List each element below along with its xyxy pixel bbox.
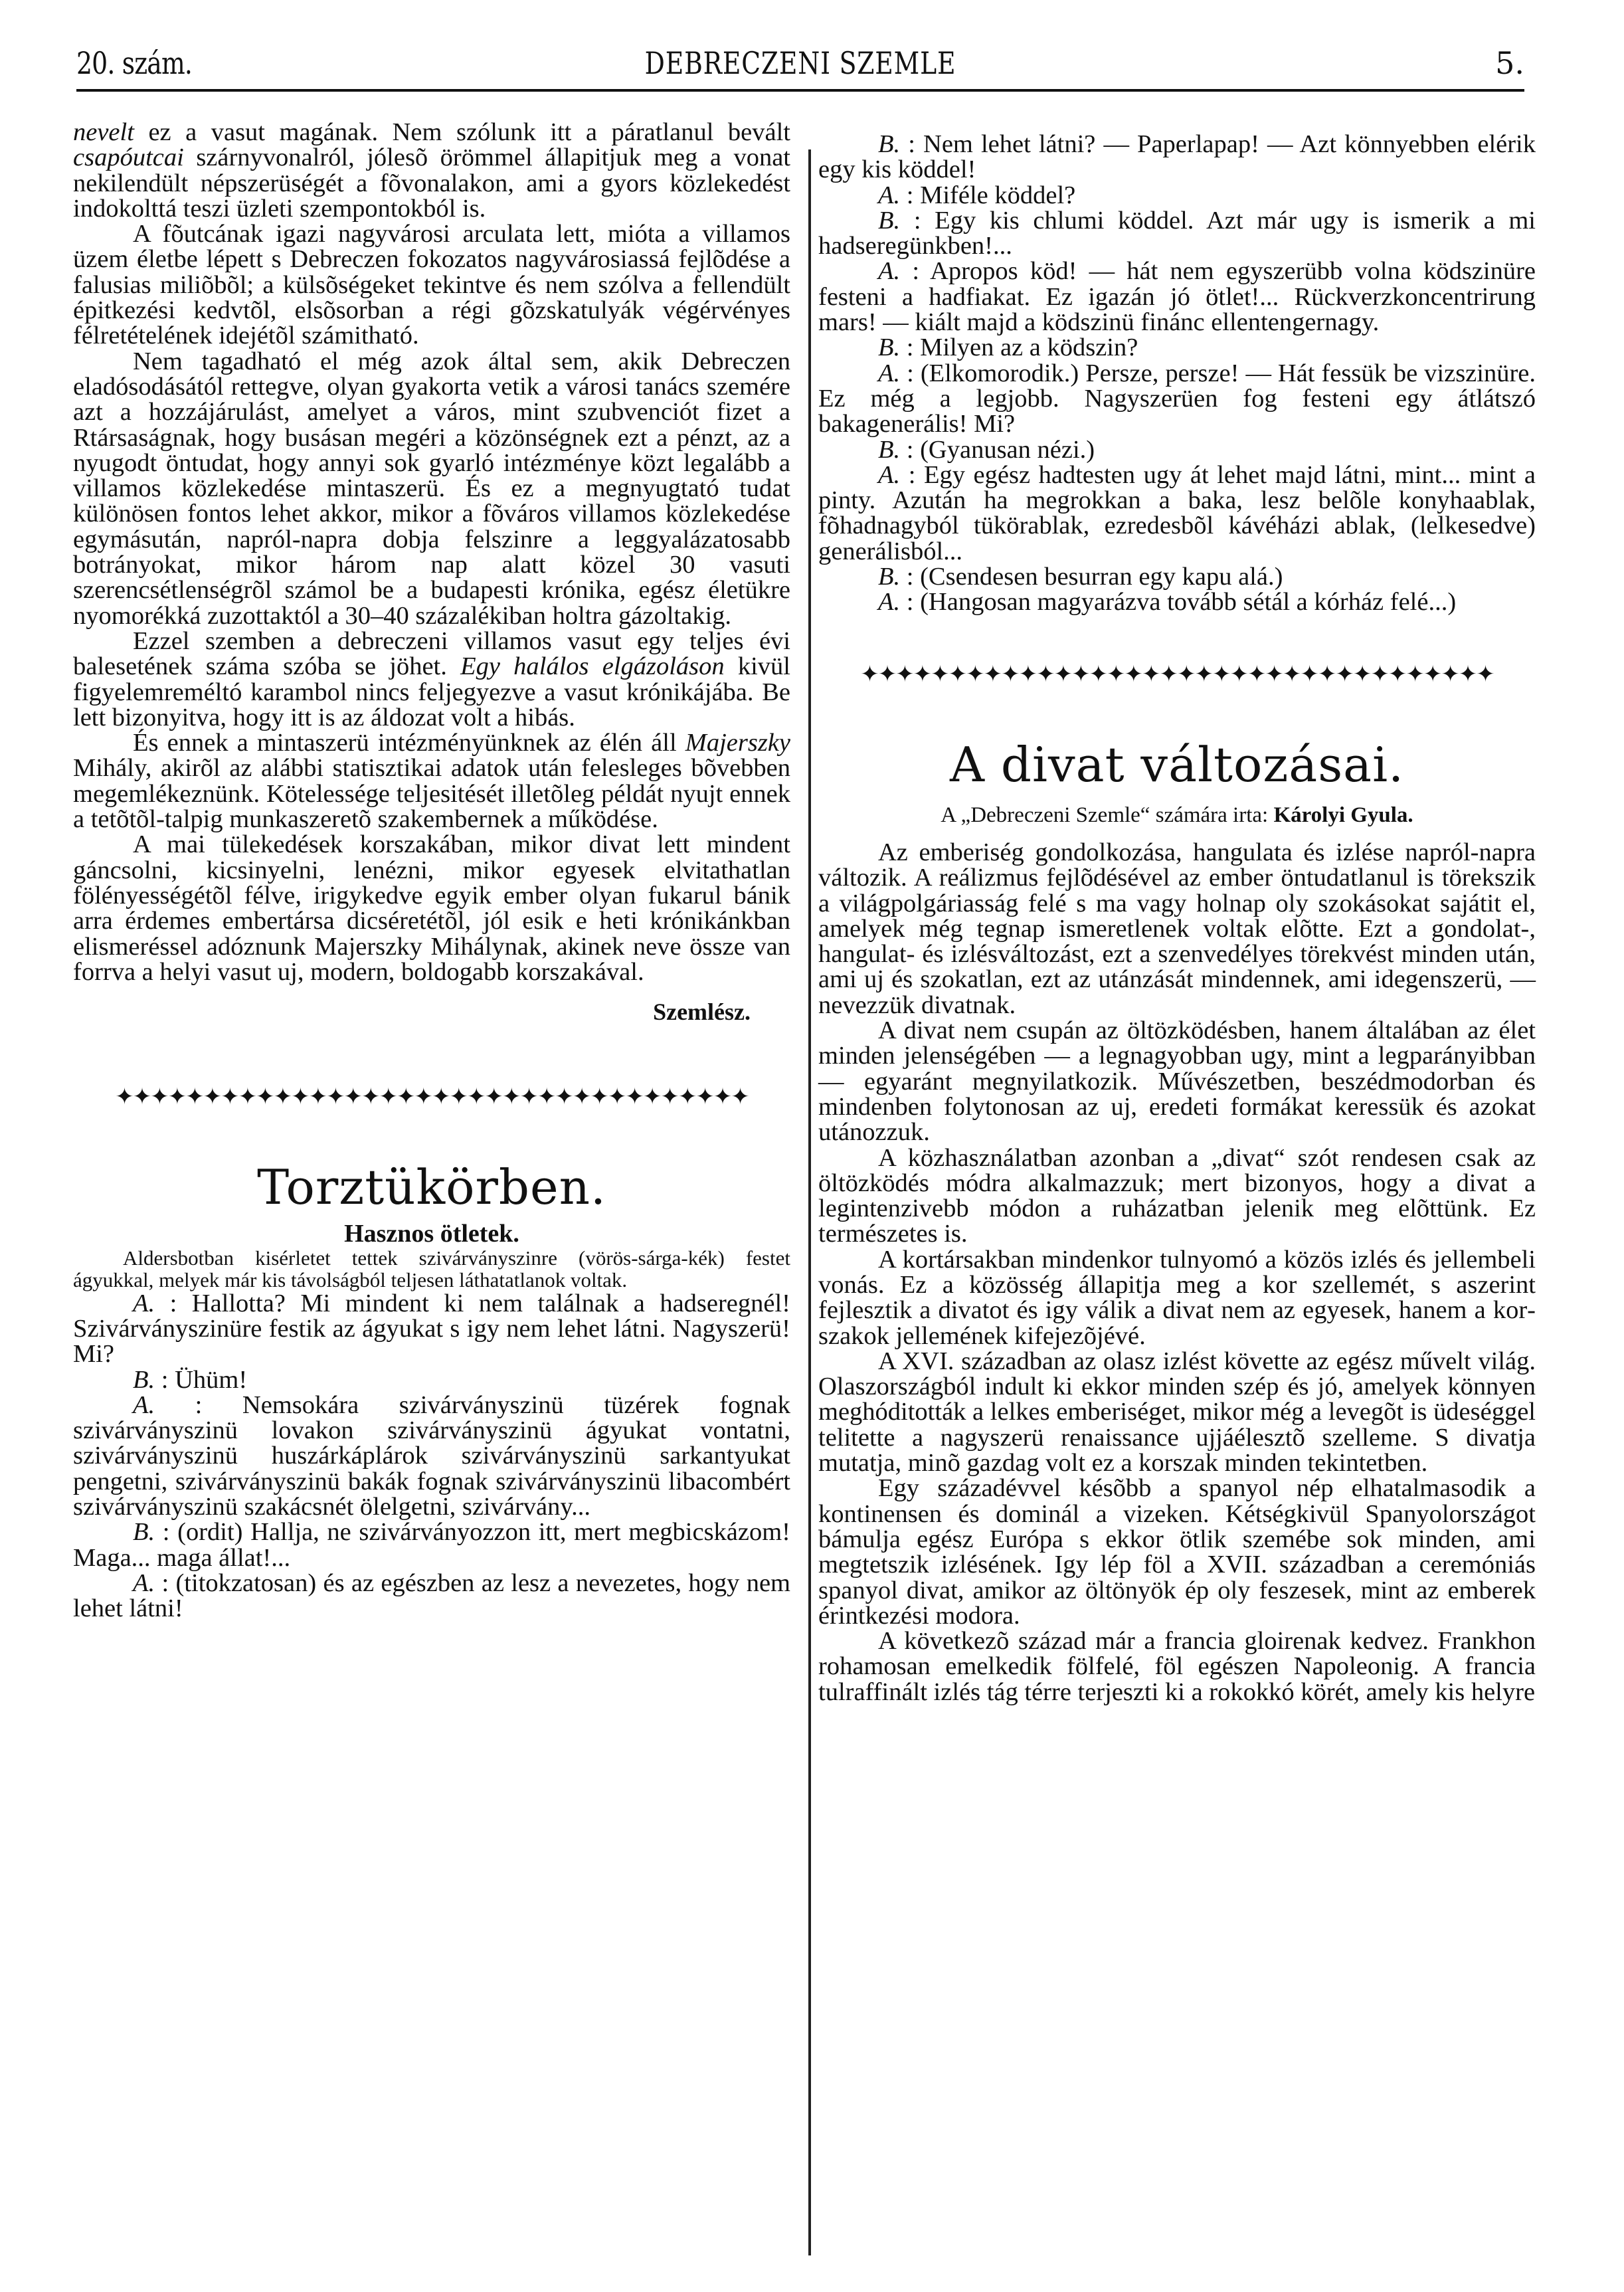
paragraph: A XVI. században az olasz izlést követte az egész művelt világ. Olaszországból indult ki ekkor minden szép és jó, amelyek könnyen meghóditották a lelkes emberiséget, mikor még a levegõt is üdeséggel telitette a nagyszerü renaissance ujjáélesztõ szelleme. S divatja mutatja, minõ gazdag volt ez a korszak minden tekintetben. (818, 1347, 1536, 1478)
dialogue-text: Milyen az a ködszin? (920, 334, 1138, 362)
speaker-label: B. (133, 1518, 155, 1547)
dialogue-text: Egy kis chlumi köddel. Azt már ugy is ismerik a mi hadseregünkben!... (818, 206, 1536, 260)
dialogue (818, 132, 1536, 615)
paragraph: Nem tagadható el még azok által sem, akik Debreczen eladósodásától rettegve, olyan gyakorta vetik a városi tanács szemére azt a hozzájárulást, amelyet a város, mint szubvenciót fizet a Rtársaságnak, hogy busásan megéri a közönségnek ezt a pénzt, az a nyugodt öntudat, hogy annyi sok gyarló intézménye közt legalább a villamos közlekedése mintaszerü. És ez a megnyugtató tudat különösen fontos lehet akkor, mikor a fõváros villamos közlekedése egymásután, napról-napra dobja felszinre a leggyalázatosabb botrányokat, mikor három nap alatt közel 30 vasuti szerencsétlenségrõl számol be a budapesti krónika, egész életükre nyomorékká zuzottaktól a 30–40 százalékiban holtra gázoltakig. (73, 347, 790, 630)
text: kivül figyelemreméltó karambol nincs feljegyezve a vasut krónikájába. Be lett bizonyitva, hogy itt is az áldozat volt a hibás. (73, 652, 790, 731)
speaker-label: B. (878, 563, 901, 591)
author-name: Károlyi Gyula. (1273, 803, 1413, 827)
dialogue-text: (Gyanusan nézi.) (920, 435, 1095, 464)
dialogue-text: Egy egész hadtesten ugy át lehet majd látni, mint... mint a pinty. Azután ha megrokkan a baka, lesz belõle konyhaablak, fõhadnagyból tükörablak, ezredesbõl kávéházi ablak, (lelkesedve) generálisból... (818, 460, 1536, 565)
dialogue-text: (Csendesen besurran egy kapu alá.) (920, 563, 1283, 591)
left-column (73, 120, 790, 1622)
dialogue-text: Nem lehet látni? — Paperlapap! — Azt könnyebben elérik egy kis köddel! (818, 130, 1536, 184)
dialogue-line (73, 1392, 790, 1519)
dialogue-line (818, 183, 1536, 208)
article-body (818, 840, 1536, 1705)
dialogue-line (818, 589, 1536, 615)
dialogue-text: Nemsokára szivárványszinü tüzérek fognak szivárványszinü lovakon szivárványszinü ágyukat vontatni, szivárványszinü huszárkáplárok szivárványszinü sarkantyukat pengetni, szivárványszinü bakák fognak szivárványszinü libacombért szivárványszinü szakácsnét ölelgetni, szivárvány... (73, 1390, 790, 1521)
newspaper-title: DEBRECZENI SZEMLE (644, 45, 956, 81)
dialogue-line (73, 1571, 790, 1622)
page-number: 5. (1495, 45, 1524, 81)
author-signature: Szemlész. (653, 999, 751, 1026)
speaker-separator: : (155, 1518, 178, 1547)
speaker-label: B. (878, 334, 901, 362)
dialogue-text: (Hangosan magyarázva tovább sétál a kórház felé...) (920, 588, 1457, 617)
dialogue-text: (Elkomorodik.) Persze, persze! — Hát fessük be vizszinüre. Ez még a legjobb. Nagyszerüen fog festeni egy átlátszó bakagenerális! Mi? (818, 359, 1536, 438)
dialogue-text: Miféle köddel? (920, 181, 1076, 209)
speaker-separator: : (155, 1390, 242, 1419)
paragraph: A divat nem csupán az öltözködésben, hanem általában az élet minden jelenségében — a legnagyobban ugy, mint a legparányibban — egyaránt megnyilatkozik. Művészetben, beszédmodorban és mindenben folytonosan az uj, eredeti formákat keressük és azokat utánozzuk. (818, 1016, 1536, 1147)
issue-number: 20. szám. (76, 45, 193, 81)
dialogue-line (73, 1519, 790, 1571)
paragraph: A fõutcának igazi nagyvárosi arculata lett, mióta a villamos üzem életbe lépett s Debreczen fokozatos nagyvárosiassá fejlõdése a falusias miliõbõl; a külsõségeket tekintve és nem szólva a fellendült épitkezési kedvtõl, elsõsorban a régi gõzskatulyák végérvényes félretételének idejétõl számitható. (73, 220, 790, 350)
italic-text: nevelt (73, 118, 134, 146)
paragraph (73, 730, 790, 832)
byline-prefix: A „Debreczeni Szemle“ számára irta: (941, 803, 1274, 827)
text: ez a vasut magának. Nem szólunk itt a páratlanul bevált (134, 118, 790, 146)
ornament-divider: ✦✦✦✦✦✦✦✦✦✦✦✦✦✦✦✦✦✦✦✦✦✦✦✦✦✦✦✦✦✦✦✦✦✦✦✦ (115, 1085, 749, 1110)
dialogue-line (73, 1291, 790, 1367)
speaker-separator: : (900, 359, 921, 387)
speaker-label: B. (878, 435, 901, 464)
speaker-separator: : (900, 435, 921, 464)
paragraph (73, 120, 790, 221)
section-title: A divat változásai. (950, 736, 1404, 793)
speaker-separator: : (900, 181, 921, 209)
speaker-label: A. (878, 588, 901, 617)
text: Mihály, akirõl az alábbi statisztikai adatok után felesleges bõvebben megemlékeznünk. Kötelessége teljesitését illetõleg példát nyujt ennek a tetõtõl-talpig munkaszeretõ szakembernek a működése. (73, 754, 790, 834)
dialogue-line (818, 437, 1536, 462)
italic-text: Majerszky (685, 729, 790, 757)
dialogue-line (818, 335, 1536, 360)
speaker-label: A. (878, 460, 901, 489)
paragraph: A következõ század már a francia gloirenak kedvez. Frankhon rohamosan emelkedik fölfelé, föl egészen Napoleonig. A francia tulraffinált izlés tág térre terjeszti ki a rokokkó körét, amely kis helyre (818, 1627, 1536, 1706)
text: Ezzel szemben a debreczeni villamos vasut egy teljes évi balesetének száma szóba se jöhet. (73, 626, 790, 681)
dialogue-text: Hallotta? Mi mindent ki nem találnak a hadseregnél! Szivárványszinüre festik az ágyukat s igy nem lehet látni. Nagyszerü! Mi? (73, 1289, 790, 1369)
paragraph: A közhasználatban azonban a „divat“ szót rendesen csak az öltözködés módra alkalmazzuk; mert bizonyos, hogy a divat a legintenzivebb módon a ruházatban jelenik meg elõttünk. Ez természetes is. (818, 1143, 1536, 1248)
paragraph: Egy századévvel késõbb a spanyol nép elhatalmasodik a kontinensen és dominál a vizeken. Kétségkivül Spanyolországot bámulja egész Európa s ekkor ötlik szemébe sok minden, ami megtetszik izlésének. Igy lép föl a XVII. században a ceremóniás spanyol divat, amikor az öltönyök ép oly feszesek, mint az emberek érintkezési modora. (818, 1474, 1536, 1630)
speaker-separator: : (900, 130, 924, 158)
ornament-divider: ✦✦✦✦✦✦✦✦✦✦✦✦✦✦✦✦✦✦✦✦✦✦✦✦✦✦✦✦✦✦✦✦✦✦✦✦ (860, 662, 1494, 687)
speaker-label: B. (878, 206, 901, 235)
text: És ennek a mintaszerü intézményünknek az élén áll (133, 729, 685, 757)
speaker-separator: : (900, 334, 921, 362)
paragraph: A kortársakban mindenkor tulnyomó a közös izlés és jellembeli vonás. Ez a közösség állapitja meg a kor szellemét, s aszerint fejlesztik a divatot és igy válik a divat nem az egyesek, hanem a korszakok jellemének kifejezõjévé. (818, 1245, 1536, 1350)
dialogue-line (818, 462, 1536, 564)
dialogue-line (818, 564, 1536, 589)
dialogue-line (818, 361, 1536, 437)
italic-text: csapóutcai (73, 143, 184, 172)
italic-text: Egy halálos elgázoláson (460, 652, 725, 681)
text: szárnyvonalról, jólesõ örömmel állapitjuk meg a vonat nekilendült népszerüségét a fõvonalakon, ami a gyors közlekedést indokolttá teszi üzleti szempontokból is. (73, 143, 790, 223)
paragraph (73, 628, 790, 730)
speaker-label: A. (878, 257, 901, 286)
speaker-separator: : (155, 1365, 175, 1394)
speaker-separator: : (900, 563, 921, 591)
dialogue-line (818, 208, 1536, 259)
dialogue-text: (ordit) Hallja, ne szivárványozzon itt, mert megbicskázom! Maga... maga állat!... (73, 1518, 791, 1572)
speaker-label: B. (878, 130, 901, 158)
column-divider (808, 149, 811, 2255)
paragraph: Az emberiség gondolkozása, hangulata és izlése napról-napra változik. A reálizmus fejlõdésével az ember öntudatlanul is törekszik a világpolgáriasság felé s ma vagy holnap oly szokásokat sajátit el, amelyek még tegnap ismeretlenek voltak elõtte. Ezt a gondolat-, hangulat- és izlésváltozást, ezt a szenvedélyes törekvést minden után, ami uj és szokatlan, ezt az utánzását mindennek, ami idegenszerü, — nevezzük divatnak. (818, 838, 1536, 1019)
speaker-separator: : (900, 257, 931, 286)
speaker-label: A. (133, 1390, 155, 1419)
dialogue-text: Apropos köd! — hát nem egyszerübb volna ködszinüre festeni a hadfiakat. Ez igazán jó ötlet!... Rückverzkoncentrirung mars! — kiált majd a ködszinü finánc ellentengernagy. (818, 257, 1536, 337)
speaker-label: A. (878, 359, 901, 387)
speaker-label: A. (133, 1569, 155, 1597)
right-column (818, 120, 1536, 1705)
paragraph: A mai tülekedések korszakában, mikor divat lett mindent gáncsolni, kicsinyelni, lenézni, mikor egyesek elvitathatlan fölényességétõl félve, irigykedve egyik ember olyan fukarul bánik arra érdemes embertársa dicséretétõl, jól esik e heti krónikánkban elismeréssel adóznunk Majerszky Mihálynak, akinek neve össze van forrva a helyi vasut uj, modern, boldogabb korszakával. (73, 830, 790, 986)
speaker-label: A. (133, 1289, 155, 1317)
dialogue-line (818, 132, 1536, 183)
dialogue-text: (titokzatosan) és az egészben az lesz a nevezetes, hogy nem lehet látni! (73, 1569, 790, 1623)
header-rule (76, 89, 1524, 92)
byline (818, 803, 1536, 828)
speaker-label: B. (133, 1365, 155, 1394)
section-subtitle: Hasznos ötletek. (344, 1220, 519, 1248)
speaker-separator: : (900, 588, 921, 617)
dialogue-text: Ühüm! (175, 1365, 248, 1394)
speaker-separator: : (155, 1569, 176, 1597)
speaker-separator: : (900, 460, 924, 489)
dialogue-line (73, 1367, 790, 1392)
epigraph: Aldersbotban kisérletet tettek szivárványszinre (vörös-sárga-kék) festet ágyukkal, melyek már kis távolságból teljesen láthatatlanok voltak. (73, 1246, 790, 1291)
speaker-label: A. (878, 181, 901, 209)
speaker-separator: : (155, 1289, 192, 1317)
dialogue (73, 1291, 790, 1622)
speaker-separator: : (900, 206, 935, 235)
dialogue-line (818, 258, 1536, 335)
section-title: Torztükörben. (257, 1159, 606, 1216)
